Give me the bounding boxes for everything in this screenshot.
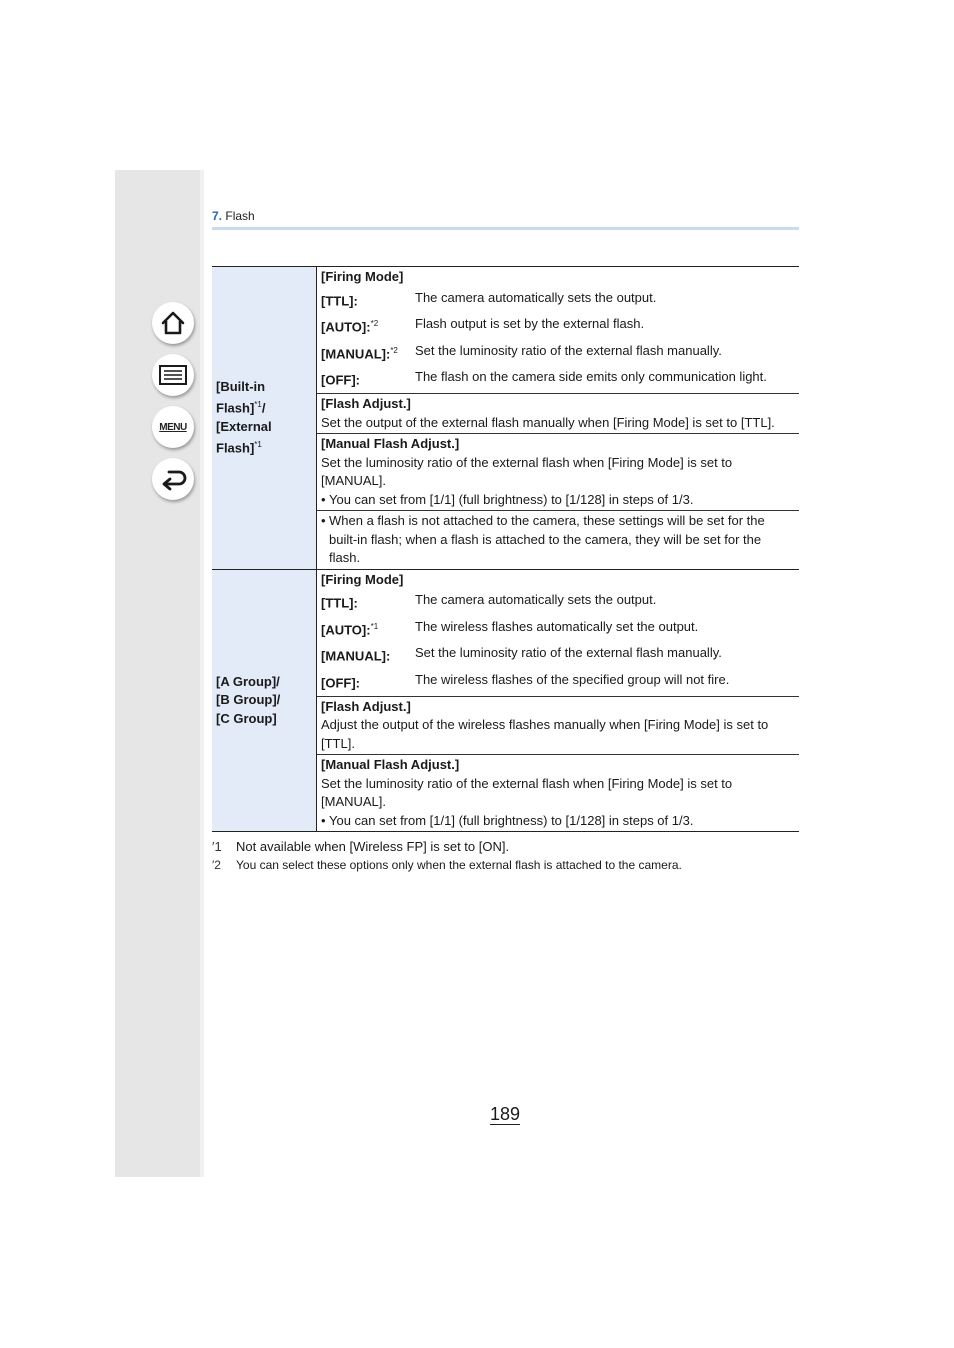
footnote (212, 838, 812, 856)
manual-adjust-cell (317, 755, 800, 832)
option-key: [OFF]: (321, 675, 360, 691)
bullet-text: You can set from [1/1] (full brightness) to [1/128] in steps of 1/3. (329, 491, 694, 507)
bullet-item: • You can set from [1/1] (full brightness) to [1/128] in steps of 1/3. (321, 812, 795, 831)
table-row (212, 267, 799, 394)
manual-adjust-title: [Manual Flash Adjust.] (321, 757, 460, 773)
flash-settings-table (212, 266, 799, 832)
header-rule (212, 227, 799, 230)
option-key: [TTL]: (321, 293, 358, 309)
flash-adjust-title: [Flash Adjust.] (321, 698, 411, 714)
option-desc: The flash on the camera side emits only communication light. (415, 369, 767, 385)
footnote-text: You can select these options only when the external flash is attached to the camera. (236, 858, 682, 872)
bullet-text: You can set from [1/1] (full brightness) to [1/128] in steps of 1/3. (329, 812, 694, 828)
option-key: [MANUAL]: (321, 345, 391, 361)
manual-adjust-title: [Manual Flash Adjust.] (321, 436, 460, 452)
note-text: When a flash is not attached to the camera, these settings will be set for the built-in flash; when a flash is attached to the camera, they will be set for the flash. (329, 513, 765, 566)
group-label-text: [C Group] (216, 710, 277, 726)
option-key: [OFF]: (321, 372, 360, 388)
flash-adjust-cell (317, 696, 800, 755)
chapter-title: Flash (225, 209, 255, 223)
manual-adjust-text: Set the luminosity ratio of the external flash when [Firing Mode] is set to [MANUAL]. (321, 775, 733, 810)
home-icon (159, 309, 187, 337)
footnote-ref: *2 (390, 345, 398, 355)
option-desc: The camera automatically sets the output. (415, 592, 657, 608)
option-key: [AUTO]: (321, 622, 371, 638)
option-key: [AUTO]: (321, 319, 371, 335)
option-row (321, 616, 795, 642)
flash-adjust-title: [Flash Adjust.] (321, 396, 411, 412)
group-label-text: / [External Flash] (216, 400, 272, 456)
firing-mode-title: [Firing Mode] (321, 269, 404, 284)
option-row (321, 366, 795, 392)
footnote-ref: *1 (254, 440, 262, 450)
flash-adjust-text: Set the output of the external flash manually when [Firing Mode] is set to [TTL]. (321, 414, 775, 430)
option-desc: Set the luminosity ratio of the external flash manually. (415, 645, 722, 661)
firing-mode-cell (317, 267, 800, 394)
chapter-number: 7. (212, 209, 223, 223)
option-row (321, 313, 795, 339)
manual-adjust-cell (317, 434, 800, 511)
firing-mode-cell (317, 569, 800, 696)
manual-adjust-text: Set the luminosity ratio of the external flash when [Firing Mode] is set to [MANUAL]. (321, 454, 733, 489)
bullet-item: • When a flash is not attached to the camera, these settings will be set for the built-in flash; when a flash is attached to the camera, they will be set for the flash. (321, 512, 795, 568)
group-label-built-in (212, 267, 317, 570)
flash-adjust-cell (317, 394, 800, 434)
note-cell (317, 511, 800, 570)
option-row (321, 589, 795, 615)
footnote-ref: *1 (254, 400, 262, 410)
option-desc: The camera automatically sets the output. (415, 289, 657, 305)
page-number: 189 (490, 1104, 521, 1124)
option-desc: Flash output is set by the external flash. (415, 316, 645, 332)
breadcrumb (212, 209, 255, 223)
option-key: [MANUAL]: (321, 648, 391, 664)
option-row (321, 668, 795, 694)
back-icon (159, 465, 187, 493)
bullet-item: • You can set from [1/1] (full brightness) to [1/128] in steps of 1/3. (321, 491, 795, 510)
flash-adjust-text: Adjust the output of the wireless flashes manually when [Firing Mode] is set to [TTL]. (321, 717, 769, 751)
group-label-text: [B Group]/ (216, 692, 281, 708)
group-label-text: [A Group]/ (216, 673, 280, 689)
menu-button[interactable] (152, 406, 194, 448)
firing-mode-title: [Firing Mode] (321, 571, 404, 587)
sidebar-edge (200, 170, 204, 1177)
option-key: [TTL]: (321, 595, 358, 611)
group-label-abc (212, 569, 317, 832)
contents-button[interactable] (152, 354, 194, 396)
table-row (212, 569, 799, 696)
menu-label: MENU (159, 421, 187, 433)
footnote-mark: ′2 (212, 858, 221, 872)
footnotes (212, 838, 812, 874)
footnote-ref: *2 (370, 319, 379, 329)
home-button[interactable] (152, 302, 194, 344)
back-button[interactable] (152, 458, 194, 500)
footnote-ref: *1 (370, 621, 379, 631)
option-desc: The wireless flashes of the specified group will not fire. (415, 671, 730, 687)
option-row (321, 287, 795, 313)
option-row (321, 642, 795, 668)
option-row (321, 339, 795, 365)
group-label-text: [Built-in Flash] (216, 378, 266, 416)
footnote-mark: ′1 (212, 839, 222, 854)
footnote (212, 856, 812, 874)
option-desc: The wireless flashes automatically set the output. (415, 618, 699, 634)
list-icon (158, 363, 188, 387)
footnote-text: Not available when [Wireless FP] is set to [ON]. (236, 839, 510, 854)
option-desc: Set the luminosity ratio of the external flash manually. (415, 342, 722, 358)
